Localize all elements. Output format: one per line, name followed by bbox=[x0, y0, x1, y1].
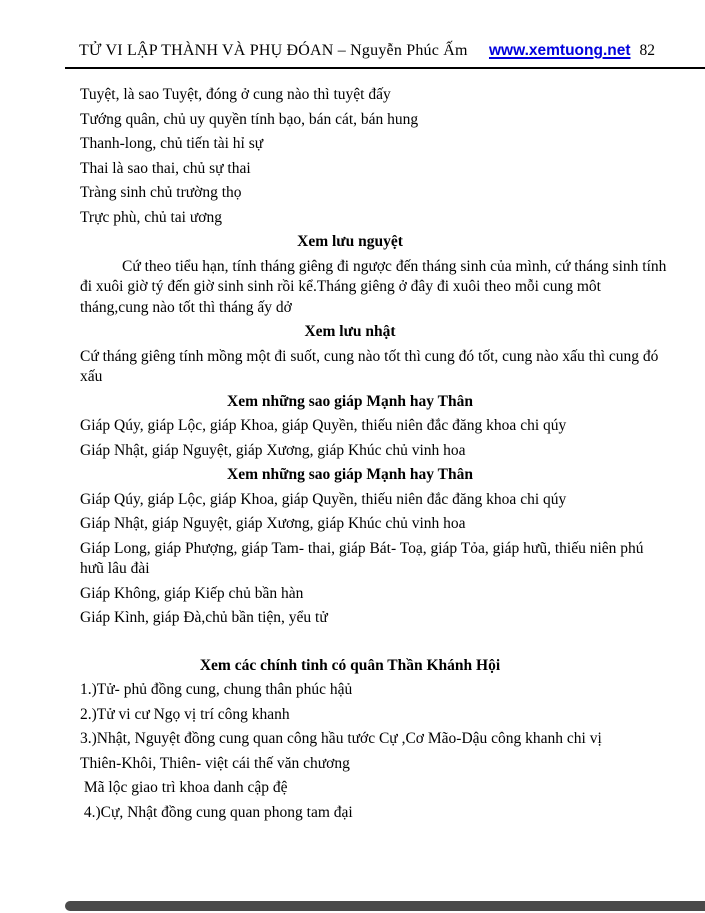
paragraph: 4.)Cự, Nhật đồng cung quan phong tam đại bbox=[80, 803, 353, 821]
paragraph: 2.)Tử vi cư Ngọ vị trí công khanh bbox=[80, 705, 290, 723]
paragraph: Mã lộc giao trì khoa danh cập đệ bbox=[80, 779, 288, 796]
website-link[interactable]: www.xemtuong.net bbox=[488, 42, 631, 59]
section-heading: Xem lưu nguyệt bbox=[297, 233, 403, 250]
vertical-spacer bbox=[80, 633, 665, 654]
paragraph-line: đi xuôi giờ tý đến giờ sinh sinh rồi kể.Tháng giêng ở đây đi xuôi theo mỗi cung môt bbox=[80, 278, 601, 295]
horizontal-scrollbar-thumb[interactable] bbox=[65, 901, 705, 911]
paragraph: Giáp Nhật, giáp Nguyệt, giáp Xương, giáp Khúc chủ vinh hoa bbox=[80, 515, 466, 532]
document-body bbox=[0, 69, 705, 823]
paragraph: 3.)Nhật, Nguyệt đồng cung quan công hầu tước Cự ,Cơ Mão-Dậu công khanh chi vị bbox=[80, 730, 602, 747]
section-heading: Xem những sao giáp Mạnh hay Thân bbox=[227, 466, 473, 483]
paragraph: Thiên-Khôi, Thiên- việt cái thế văn chương bbox=[80, 754, 350, 772]
paragraph: Giáp Qúy, giáp Lộc, giáp Khoa, giáp Quyền, thiếu niên đắc đăng khoa chi qúy bbox=[80, 417, 567, 434]
paragraph: Thai là sao thai, chủ sự thai bbox=[80, 159, 251, 177]
paragraph-line: Cứ theo tiểu hạn, tính tháng giêng đi ngược đến tháng sinh của mình, cứ tháng sinh tính bbox=[122, 257, 667, 275]
paragraph: Giáp Qúy, giáp Lộc, giáp Khoa, giáp Quyền, thiếu niên đắc đăng khoa chi qúy bbox=[80, 490, 567, 508]
paragraph: Tràng sinh chủ trường thọ bbox=[80, 184, 242, 201]
paragraph-line: xấu bbox=[80, 368, 103, 385]
header-right-group bbox=[489, 41, 655, 61]
paragraph: Giáp Nhật, giáp Nguyệt, giáp Xương, giáp Khúc chủ vinh hoa bbox=[80, 441, 466, 459]
paragraph: Tướng quân, chủ uy quyền tính bạo, bán cát, bán hung bbox=[80, 110, 419, 128]
paragraph-line: Giáp Long, giáp Phượng, giáp Tam- thai, giáp Bát- Toạ, giáp Tỏa, giáp hưũ, thiếu niên phú bbox=[80, 539, 644, 557]
paragraph-line: hưũ lâu đài bbox=[80, 560, 150, 577]
section-heading: Xem các chính tinh có quân Thần Khánh Hội bbox=[199, 656, 501, 674]
paragraph: Giáp Không, giáp Kiếp chủ bần hàn bbox=[80, 584, 304, 602]
paragraph-line: Cứ tháng giêng tính mồng một đi suốt, cung nào tốt thì cung đó tốt, cung nào xấu thì cung đó bbox=[80, 347, 659, 365]
header-title: TỬ VI LẬP THÀNH VÀ PHỤ ĐÓAN – Nguyễn Phúc Ấm bbox=[79, 42, 468, 59]
paragraph: Thanh-long, chủ tiến tài hỉ sự bbox=[80, 135, 264, 152]
paragraph: 1.)Tử- phủ đồng cung, chung thân phúc hậủ bbox=[80, 681, 353, 698]
paragraph: Trực phù, chủ tai ương bbox=[80, 208, 222, 226]
paragraph-line: tháng,cung nào tốt thì tháng ấy dở bbox=[80, 298, 292, 316]
paragraph: Giáp Kình, giáp Đà,chủ bần tiện, yểu tử bbox=[80, 609, 328, 626]
page-number: 82 bbox=[639, 42, 655, 59]
section-heading: Xem lưu nhật bbox=[304, 323, 396, 340]
paragraph: Tuyệt, là sao Tuyệt, đóng ở cung nào thì tuyệt đấy bbox=[80, 86, 391, 103]
page-header bbox=[0, 0, 705, 61]
section-heading: Xem những sao giáp Mạnh hay Thân bbox=[227, 392, 473, 410]
